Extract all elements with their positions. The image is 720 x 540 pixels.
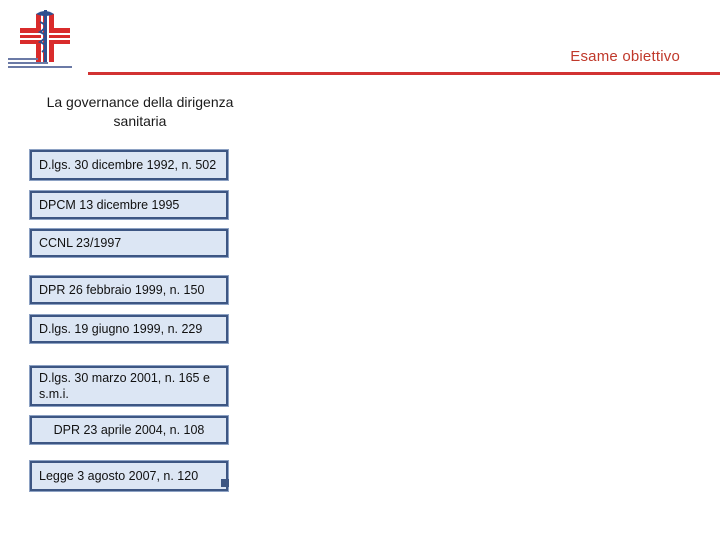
page-title: Esame obiettivo xyxy=(570,48,680,65)
list-item: DPCM 13 dicembre 1995 xyxy=(30,191,228,219)
section-subtitle: La governance della dirigenza sanitaria xyxy=(46,94,234,129)
logo-caption-lines xyxy=(8,58,88,70)
list-item: Legge 3 agosto 2007, n. 120 xyxy=(30,461,228,491)
list-item: DPR 26 febbraio 1999, n. 150 xyxy=(30,276,228,304)
header-divider xyxy=(88,72,720,75)
list-item: D.lgs. 30 marzo 2001, n. 165 e s.m.i. xyxy=(30,366,228,406)
corner-square-icon xyxy=(221,479,229,487)
list-item: DPR 23 aprile 2004, n. 108 xyxy=(30,416,228,444)
list-item: CCNL 23/1997 xyxy=(30,229,228,257)
list-item: D.lgs. 19 giugno 1999, n. 229 xyxy=(30,315,228,343)
list-item: D.lgs. 30 dicembre 1992, n. 502 xyxy=(30,150,228,180)
